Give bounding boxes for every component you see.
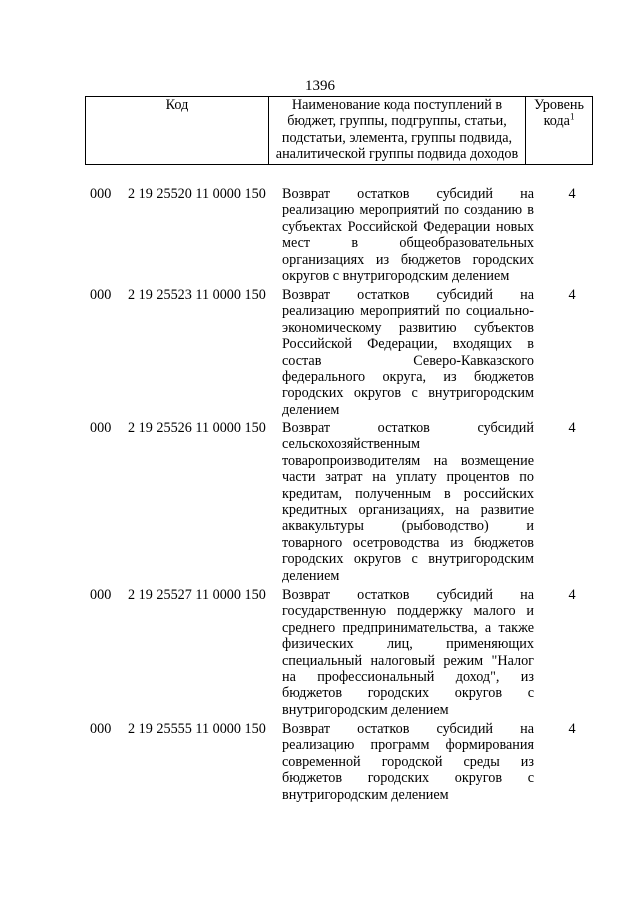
row-level: 4 — [568, 721, 576, 737]
header-name-line: подстатьи, элемента, группы подвида, — [281, 129, 513, 146]
header-level-line1: Уровень — [534, 97, 584, 113]
row-name-line: мест в общеобразовательных — [282, 235, 534, 252]
row-level: 4 — [568, 186, 576, 202]
row-prefix: 000 — [90, 420, 112, 436]
row-name-line: экономическому развитию субъектов — [282, 319, 534, 336]
row-name-line: товарного осетроводства из бюджетов — [282, 534, 534, 551]
row-name-line: аквакультуры (рыбоводство) и — [282, 518, 534, 535]
row-name-line: реализацию мероприятий по социально- — [282, 303, 534, 320]
row-name-line: среднего предпринимательства, а также — [282, 619, 534, 636]
row-name-line: внутригородским делением — [282, 701, 449, 718]
row-name-line: реализацию мероприятий по созданию в — [282, 202, 534, 219]
row-name — [282, 721, 534, 803]
row-code: 2 19 25527 11 0000 150 — [128, 587, 266, 603]
row-name-line: физических лиц, применяющих — [282, 636, 534, 653]
header-level-line2: кода — [543, 113, 570, 130]
row-name-line: делением — [282, 567, 340, 584]
row-code: 2 19 25526 11 0000 150 — [128, 420, 266, 436]
header-code — [86, 97, 269, 165]
header-row — [86, 97, 593, 165]
row-name — [282, 587, 534, 718]
row-code: 2 19 25555 11 0000 150 — [128, 721, 266, 737]
row-name-line: состав Северо-Кавказского — [282, 352, 534, 369]
row-name-line: кредитных организациях, на развитие — [282, 501, 534, 518]
row-name-line: делением — [282, 401, 340, 418]
row-name-line: Возврат остатков субсидий на — [282, 186, 534, 202]
row-name-line: федерального округа, из бюджетов — [282, 368, 534, 385]
row-name-line: Российской Федерации, входящих в — [282, 336, 534, 353]
row-name-line: округов с внутригородским делением — [282, 267, 510, 284]
row-name-line: бюджетов городских округов с — [282, 685, 534, 702]
page-number: 1396 — [305, 78, 335, 94]
row-code: 2 19 25520 11 0000 150 — [128, 186, 266, 202]
header-code-label: Код — [165, 97, 189, 113]
row-name — [282, 287, 534, 418]
row-prefix: 000 — [90, 287, 112, 303]
header-table — [85, 96, 593, 165]
row-name-line: реализацию программ формирования — [282, 737, 534, 754]
header-level — [526, 97, 593, 165]
row-name-line: современной городской среды из — [282, 753, 534, 770]
row-name-line: государственную поддержку малого и — [282, 603, 534, 620]
row-level: 4 — [568, 287, 576, 303]
row-name-line: городских округов с внутригородским — [282, 551, 534, 568]
row-name-line: бюджетов городских округов с — [282, 770, 534, 787]
row-name — [282, 420, 534, 584]
header-level-footnote: 1 — [569, 111, 575, 122]
header-name-line: бюджет, группы, подгруппы, статьи, — [287, 113, 507, 130]
row-name-line: субъектах Российской Федерации новых — [282, 218, 534, 235]
header-name-line: Наименование кода поступлений в — [291, 97, 503, 113]
row-name-line: сельскохозяйственным — [282, 436, 421, 453]
row-level: 4 — [568, 420, 576, 436]
row-name-line: Возврат остатков субсидий на — [282, 287, 534, 303]
row-name-line: внутригородским делением — [282, 786, 449, 803]
row-level: 4 — [568, 587, 576, 603]
row-name-line: организациях из бюджетов городских — [282, 251, 534, 268]
row-prefix: 000 — [90, 721, 112, 737]
row-name-line: Возврат остатков субсидий на — [282, 721, 534, 737]
row-code: 2 19 25523 11 0000 150 — [128, 287, 266, 303]
row-name-line: товаропроизводителям на возмещение — [282, 452, 534, 469]
row-name-line: Возврат остатков субсидий — [282, 420, 534, 436]
row-name-line: кредитам, полученным в российских — [282, 485, 534, 502]
header-name — [269, 97, 526, 165]
row-prefix: 000 — [90, 587, 112, 603]
row-name-line: на профессиональный доход", из — [282, 668, 534, 685]
row-name — [282, 186, 534, 284]
row-name-line: городских округов с внутригородским — [282, 385, 534, 402]
header-name-line: аналитической группы подвида доходов — [275, 146, 519, 163]
row-name-line: Возврат остатков субсидий на — [282, 587, 534, 603]
row-name-line: специальный налоговый режим "Налог — [282, 652, 534, 669]
row-name-line: части затрат на уплату процентов по — [282, 469, 534, 486]
row-prefix: 000 — [90, 186, 112, 202]
